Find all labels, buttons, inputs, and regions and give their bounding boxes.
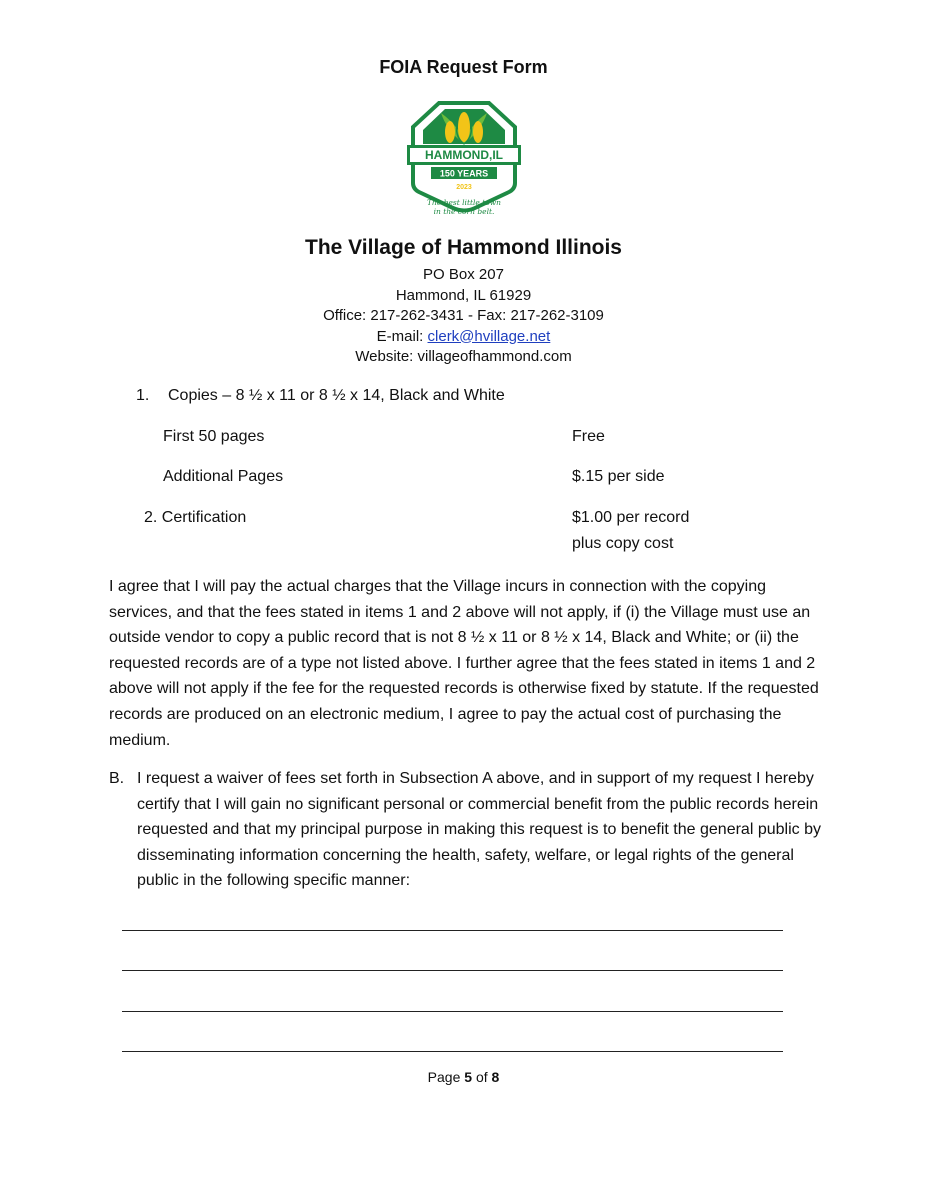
blank-line-1[interactable] — [122, 930, 783, 931]
logo-name-text: HAMMOND,IL — [425, 148, 503, 162]
logo-tagline-1: The best little town — [427, 198, 501, 207]
waiver-text: I request a waiver of fees set forth in Subsection A above, and in support of my request I hereby certify that I will gain no significant personal or commercial benefit from the public records herein requested and that my principal purpose in making this request is to benefit the general public by disseminating information concerning the health, safety, welfare, or legal rights of the general public in the following specific manner: — [137, 770, 821, 890]
page-current: 5 — [464, 1069, 473, 1085]
item2-value-note: plus copy cost — [572, 535, 674, 552]
item2-label: 2. Certification — [144, 509, 247, 526]
blank-line-4[interactable] — [122, 1051, 783, 1052]
item1-number: 1. — [136, 387, 150, 404]
waiver-marker: B. — [109, 770, 125, 787]
po-box: PO Box 207 — [423, 266, 504, 283]
blank-line-2[interactable] — [122, 970, 783, 971]
blank-line-3[interactable] — [122, 1011, 783, 1012]
village-name: The Village of Hammond Illinois — [305, 236, 622, 259]
page-label: Page — [427, 1069, 465, 1085]
city-state: Hammond, IL 61929 — [395, 286, 532, 304]
phone-numbers: Office: 217-262-3431 - Fax: 217-262-3109 — [323, 307, 604, 324]
logo-year-text: 2023 — [456, 184, 472, 191]
logo-tagline-2: in the corn belt. — [433, 207, 495, 216]
item1-title: Copies – 8 ½ x 11 or 8 ½ x 14, Black and White — [168, 387, 505, 404]
form-title: FOIA Request Form — [379, 57, 548, 77]
page-number — [0, 1069, 927, 1085]
email-link[interactable]: clerk@hvillage.net — [427, 327, 551, 345]
agreement-paragraph: I agree that I will pay the actual charges that the Village incurs in connection with the copying services, and that the fees stated in items 1 and 2 above will not apply, if (i) the Village must use an outside vendor to copy a public record that is not 8 ½ x 11 or 8 ½ x 14, Black and White; or (ii) the requested records are of a type not listed above. I further agree that the fees stated in items 1 and 2 above will not apply if the fee for the requested records is otherwise fixed by statute. If the requested records are produced on an electronic medium, I agree to pay the actual cost of purchasing the medium. — [109, 578, 819, 749]
fee-row-value: Free — [572, 428, 605, 445]
fee-row-label: First 50 pages — [163, 428, 265, 445]
village-150-years-logo — [405, 97, 523, 219]
address-block — [0, 265, 927, 368]
page-total: 8 — [491, 1069, 500, 1085]
email-label: E-mail: — [376, 327, 428, 345]
email-line — [0, 327, 927, 348]
of-label: of — [472, 1069, 492, 1085]
waiver-paragraph — [109, 766, 829, 894]
website: Website: villageofhammond.com — [355, 348, 572, 365]
logo-years-text: 150 YEARS — [439, 168, 489, 179]
fee-row-label: Additional Pages — [163, 468, 284, 485]
item2-value: $1.00 per record — [572, 509, 690, 526]
fee-row-value: $.15 per side — [572, 468, 665, 485]
